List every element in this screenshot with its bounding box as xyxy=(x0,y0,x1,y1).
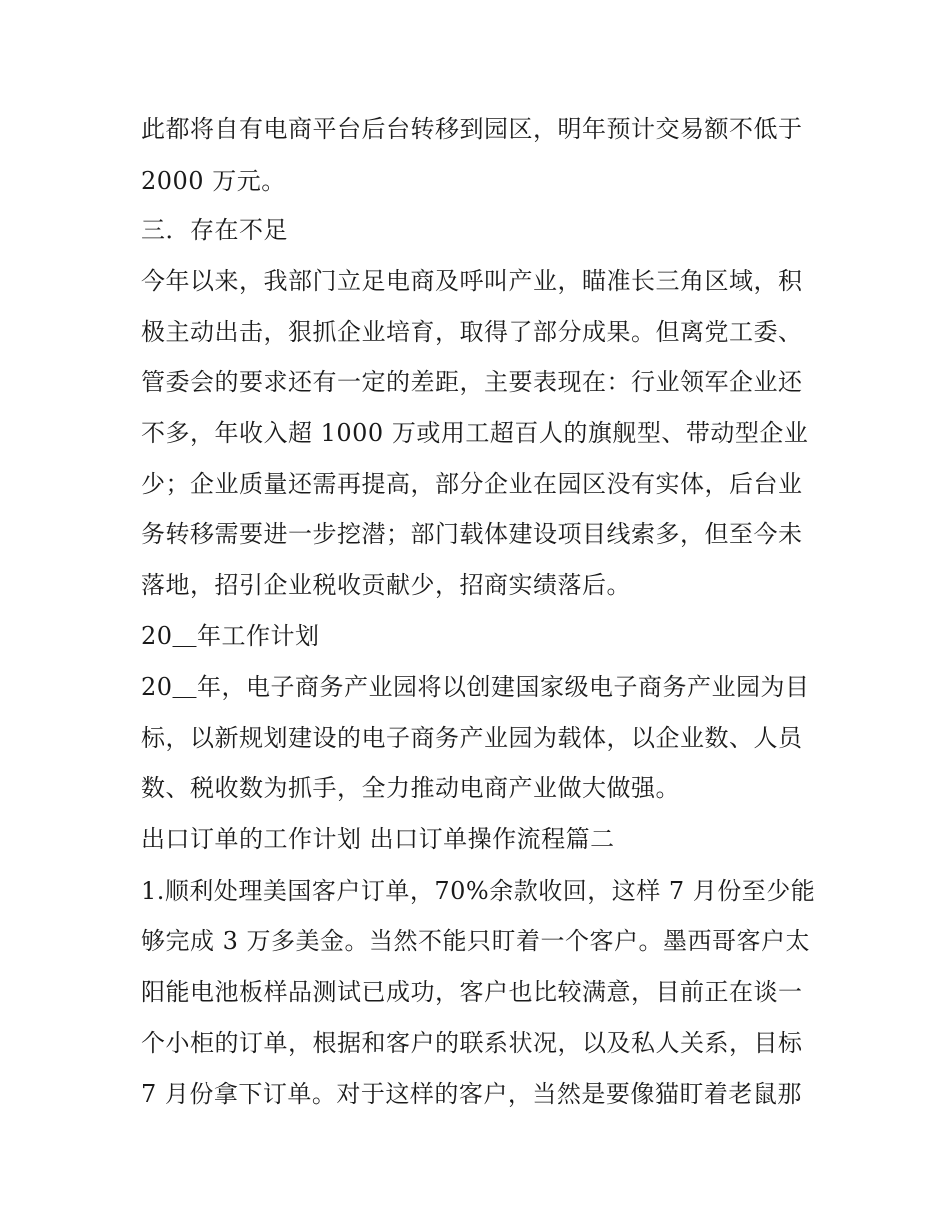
text-line: 此都将自有电商平台后台转移到园区，明年预计交易额不低于 xyxy=(141,115,803,143)
text-line: 20＿年，电子商务产业园将以创建国家级电子商务产业园为目 xyxy=(141,673,810,701)
section-heading: 出口订单的工作计划 出口订单操作流程篇二 xyxy=(141,825,615,853)
text-line: 落地，招引企业税收贡献少，招商实绩落后。 xyxy=(141,571,631,599)
text-line: 今年以来，我部门立足电商及呼叫产业，瞄准长三角区域，积 xyxy=(141,267,803,295)
text-line: 1.顺利处理美国客户订单，70%余款收回，这样 7 月份至少能 xyxy=(141,877,816,905)
text-line: 少；企业质量还需再提高，部分企业在园区没有实体，后台业 xyxy=(141,470,803,498)
section-heading: 三．存在不足 xyxy=(141,216,288,244)
text-line: 数、税收数为抓手，全力推动电商产业做大做强。 xyxy=(141,774,680,802)
text-line: 够完成 3 万多美金。当然不能只盯着一个客户。墨西哥客户太 xyxy=(141,927,811,955)
text-line: 极主动出击，狠抓企业培育，取得了部分成果。但离党工委、 xyxy=(141,318,803,346)
text-line: 阳能电池板样品测试已成功，客户也比较满意，目前正在谈一 xyxy=(141,978,803,1006)
text-line: 7 月份拿下订单。对于这样的客户，当然是要像猫盯着老鼠那 xyxy=(141,1080,802,1108)
text-line: 标，以新规划建设的电子商务产业园为载体，以企业数、人员 xyxy=(141,724,803,752)
text-line: 务转移需要进一步挖潜；部门载体建设项目线索多，但至今未 xyxy=(141,520,803,548)
text-line: 2000 万元。 xyxy=(141,167,286,195)
text-line: 个小柜的订单，根据和客户的联系状况，以及私人关系，目标 xyxy=(141,1029,803,1057)
section-heading: 20＿年工作计划 xyxy=(141,622,320,650)
text-line: 不多，年收入超 1000 万或用工超百人的旗舰型、带动型企业 xyxy=(141,419,809,447)
text-line: 管委会的要求还有一定的差距，主要表现在：行业领军企业还 xyxy=(141,368,803,396)
